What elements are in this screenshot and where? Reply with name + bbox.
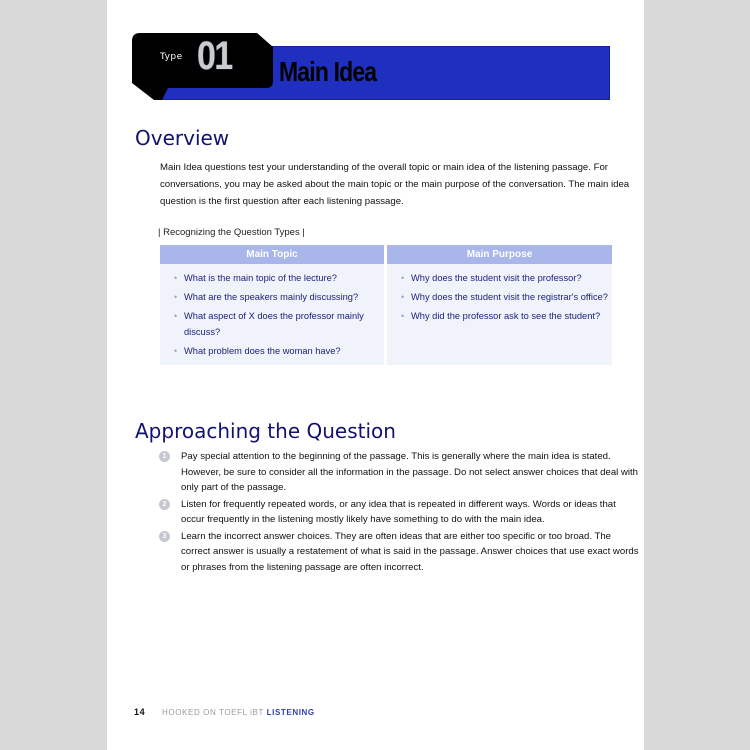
bullet-icon: • [174, 345, 178, 356]
list-item [401, 309, 612, 325]
approach-heading: Approaching the Question [135, 419, 396, 443]
page-footer [134, 707, 315, 717]
approach-item [159, 449, 639, 496]
approach-item [159, 529, 639, 576]
list-item [401, 271, 612, 287]
overview-paragraph: Main Idea questions test your understanding of the overall topic or main idea of the listening passage. For conversations, you may be asked about the main topic or the main purpose of the conversation. The main idea question is the first question after each listening passage. [160, 162, 630, 207]
list-item-text: What are the speakers mainly discussing? [184, 292, 359, 302]
list-item-text: Why did the professor ask to see the student? [411, 311, 601, 321]
circled-number-icon: 1 [159, 451, 170, 462]
main-purpose-list [387, 264, 612, 325]
bullet-icon: • [401, 311, 405, 321]
circled-number-icon: 2 [159, 499, 170, 510]
bullet-icon: • [174, 273, 178, 283]
page-number: 14 [134, 707, 146, 717]
list-item-text: What is the main topic of the lecture? [184, 273, 337, 283]
main-topic-header: Main Topic [160, 245, 384, 264]
approach-item [159, 497, 639, 528]
type-number: 01 [197, 34, 232, 78]
overview-heading: Overview [135, 126, 230, 150]
approach-item-text: Pay special attention to the beginning of the passage. This is generally where the main idea is stated. However, be sure to consider all the information in the passage. Do not select answer choices that deal with only part of the passage. [181, 451, 639, 493]
page-title: Main Idea [279, 56, 377, 87]
approach-item-text: Learn the incorrect answer choices. They are often ideas that are either too specific or too broad. The correct answer is usually a restatement of what is said in the passage. Answer choices that use exact words or phrases from the listening passage are often incorrect. [181, 530, 639, 573]
book-title: HOOKED ON TOEFL iBT [162, 708, 264, 717]
list-item-text: Why does the student visit the professor? [411, 273, 582, 283]
main-topic-list [160, 264, 384, 359]
circled-number-icon: 3 [159, 531, 170, 542]
main-topic-panel [160, 245, 384, 365]
list-item-text: Why does the student visit the registrar's office? [411, 292, 608, 302]
list-item-text: What problem does the woman have? [184, 345, 341, 356]
main-purpose-panel [387, 245, 612, 365]
approach-item-text: Listen for frequently repeated words, or any idea that is repeated in different ways. Words or ideas that occur frequently in the listening mostly likely have something to do with the main idea. [181, 498, 616, 525]
list-item [174, 290, 384, 306]
list-item [401, 290, 612, 306]
bullet-icon: • [401, 273, 405, 283]
bullet-icon: • [401, 292, 405, 302]
book-page [107, 0, 644, 750]
book-section: LISTENING [266, 708, 315, 717]
list-item-text: What aspect of X does the professor mainly discuss? [184, 311, 364, 337]
bullet-icon: • [174, 311, 178, 321]
type-label: Type [160, 52, 183, 62]
question-types-label: | Recognizing the Question Types | [158, 227, 305, 238]
list-item [174, 271, 384, 287]
main-purpose-header: Main Purpose [387, 245, 612, 264]
list-item [174, 309, 384, 340]
list-item [174, 344, 384, 360]
bullet-icon: • [174, 292, 178, 302]
approach-list [159, 449, 639, 576]
